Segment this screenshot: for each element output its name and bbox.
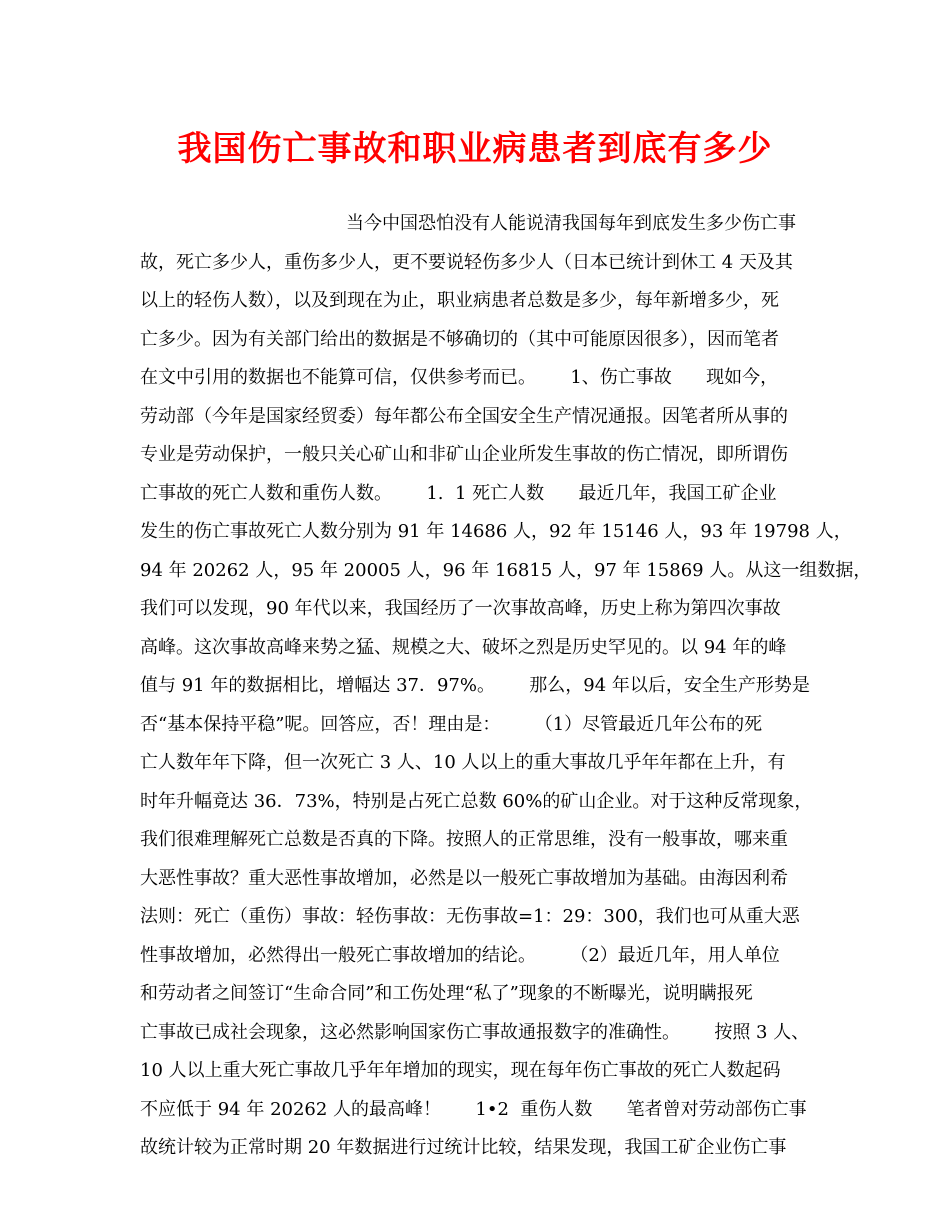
body-line: 我们可以发现，90 年代以来，我国经历了一次事故高峰，历史上称为第四次事故 (140, 598, 781, 619)
body-line: 和劳动者之间签订“生命合同”和工伤处理“私了”现象的不断曝光，说明瞒报死 (140, 983, 753, 1004)
body-line: 劳动部（今年是国家经贸委）每年都公布全国安全生产情况通报。因笔者所从事的 (140, 405, 788, 427)
body-line: 10 人以上重大死亡事故几乎年年增加的现实，现在每年伤亡事故的死亡人数起码 (140, 1060, 781, 1081)
body-line: 法则：死亡（重伤）事故：轻伤事故：无伤事故=1：29：300，我们也可从重大恶 (140, 906, 800, 927)
body-line: 发生的伤亡事故死亡人数分别为 91 年 14686 人，92 年 15146 人，93 年 19798 人， (140, 521, 852, 542)
body-line: 不应低于 94 年 20262 人的最高峰！ 1•2 重伤人数 笔者曾对劳动部伤亡事 (140, 1098, 807, 1120)
body-line: 亡人数年年下降，但一次死亡 3 人、10 人以上的重大事故几乎年年都在上升，有 (140, 752, 786, 773)
body-line: 94 年 20262 人，95 年 20005 人，96 年 16815 人，97 年 15869 人。从这一组数据， (140, 559, 872, 581)
body-line: 大恶性事故？重大恶性事故增加，必然是以一般死亡事故增加为基础。由海因利希 (140, 867, 788, 889)
body-line: 否“基本保持平稳”呢。回答应，否！理由是： （1）尽管最近几年公布的死 (140, 713, 763, 735)
body-line: 亡事故的死亡人数和重伤人数。 1. 1 死亡人数 最近几年，我国工矿企业 (140, 482, 777, 504)
body-line: 亡事故已成社会现象，这必然影响国家伤亡事故通报数字的准确性。 按照 3 人、 (140, 1021, 810, 1043)
body-line: 时年升幅竟达 36．73%，特别是占死亡总数 60%的矿山企业。对于这种反常现象， (140, 790, 813, 812)
body-line: 专业是劳动保护，一般只关心矿山和非矿山企业所发生事故的伤亡情况，即所谓伤 (140, 444, 788, 465)
body-line: 性事故增加，必然得出一般死亡事故增加的结论。 （2）最近几年，用人单位 (140, 944, 780, 966)
body-line: 亡多少。因为有关部门给出的数据是不够确切的（其中可能原因很多），因而笔者 (140, 328, 779, 350)
body-line: 我们很难理解死亡总数是否真的下降。按照人的正常思维，没有一般事故，哪来重 (140, 829, 788, 850)
body-line: 当今中国恐怕没有人能说清我国每年到底发生多少伤亡事 (346, 213, 796, 234)
body-line: 在文中引用的数据也不能算可信，仅供参考而已。 1、伤亡事故 现如今， (140, 367, 779, 388)
body-line: 值与 91 年的数据相比，增幅达 37．97%。 那么，94 年以后，安全生产形势是 (140, 675, 810, 696)
body-line: 以上的轻伤人数），以及到现在为止，职业病患者总数是多少，每年新增多少，死 (140, 290, 779, 311)
body-line: 故统计较为正常时期 20 年数据进行过统计比较，结果发现，我国工矿企业伤亡事 (140, 1137, 787, 1158)
body-line: 故，死亡多少人，重伤多少人，更不要说轻伤多少人（日本已统计到休工 4 天及其 (140, 251, 793, 273)
document-title: 我国伤亡事故和职业病患者到底有多少 (177, 129, 773, 169)
body-line: 高峰。这次事故高峰来势之猛、规模之大、破坏之烈是历史罕见的。以 94 年的峰 (140, 636, 787, 658)
document-body (140, 205, 872, 1168)
